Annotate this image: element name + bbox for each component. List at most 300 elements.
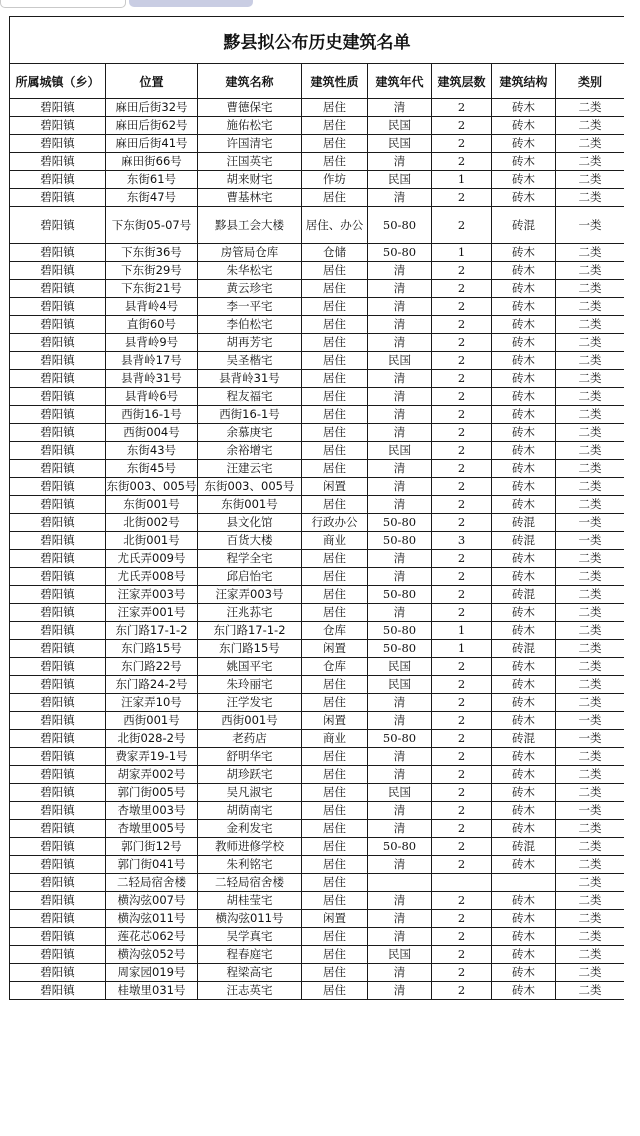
cell-floors: 2 xyxy=(432,586,492,604)
table-row xyxy=(10,802,625,820)
cell-building-use: 居住 xyxy=(302,316,368,334)
cell-floors: 2 xyxy=(432,802,492,820)
cell-structure: 砖木 xyxy=(492,550,556,568)
sheet-tab-1[interactable] xyxy=(0,0,126,8)
cell-town: 碧阳镇 xyxy=(10,694,106,712)
cell-floors: 1 xyxy=(432,171,492,189)
cell-town: 碧阳镇 xyxy=(10,820,106,838)
cell-location: 东街61号 xyxy=(106,171,198,189)
cell-building-name: 县文化馆 xyxy=(198,514,302,532)
cell-building-name: 胡珍跃宅 xyxy=(198,766,302,784)
cell-building-era: 民国 xyxy=(368,784,432,802)
cell-town: 碧阳镇 xyxy=(10,171,106,189)
cell-category: 一类 xyxy=(556,207,625,244)
cell-structure: 砖木 xyxy=(492,406,556,424)
cell-category: 二类 xyxy=(556,135,625,153)
cell-structure: 砖木 xyxy=(492,946,556,964)
table-row xyxy=(10,946,625,964)
cell-location: 东门路24-2号 xyxy=(106,676,198,694)
cell-town: 碧阳镇 xyxy=(10,550,106,568)
table-row xyxy=(10,424,625,442)
cell-structure: 砖木 xyxy=(492,676,556,694)
cell-location: 东街47号 xyxy=(106,189,198,207)
cell-building-name: 朱玲丽宅 xyxy=(198,676,302,694)
cell-location: 东街45号 xyxy=(106,460,198,478)
cell-town: 碧阳镇 xyxy=(10,568,106,586)
cell-structure: 砖木 xyxy=(492,820,556,838)
cell-floors: 2 xyxy=(432,478,492,496)
cell-location: 下东街05-07号 xyxy=(106,207,198,244)
cell-location: 麻田后街32号 xyxy=(106,99,198,117)
cell-building-name: 金利发宅 xyxy=(198,820,302,838)
cell-building-use: 仓库 xyxy=(302,622,368,640)
cell-floors: 2 xyxy=(432,388,492,406)
cell-building-name: 胡来财宅 xyxy=(198,171,302,189)
cell-structure: 砖木 xyxy=(492,280,556,298)
cell-location: 郭门街12号 xyxy=(106,838,198,856)
table-row xyxy=(10,316,625,334)
cell-building-name: 程学全宅 xyxy=(198,550,302,568)
cell-floors: 2 xyxy=(432,748,492,766)
cell-building-name: 姚国平宅 xyxy=(198,658,302,676)
cell-floors: 2 xyxy=(432,892,492,910)
cell-floors: 1 xyxy=(432,622,492,640)
cell-building-name: 东门路17-1-2 xyxy=(198,622,302,640)
cell-floors xyxy=(432,874,492,892)
cell-building-era: 清 xyxy=(368,460,432,478)
cell-structure: 砖木 xyxy=(492,262,556,280)
cell-location: 汪家弄003号 xyxy=(106,586,198,604)
cell-building-name: 吴圣楷宅 xyxy=(198,352,302,370)
cell-category: 二类 xyxy=(556,928,625,946)
cell-building-name: 余慕庚宅 xyxy=(198,424,302,442)
cell-building-name: 程春庭宅 xyxy=(198,946,302,964)
cell-structure: 砖木 xyxy=(492,712,556,730)
cell-building-era: 民国 xyxy=(368,442,432,460)
cell-location: 郭门街041号 xyxy=(106,856,198,874)
cell-town: 碧阳镇 xyxy=(10,388,106,406)
cell-building-era: 民国 xyxy=(368,352,432,370)
table-row xyxy=(10,135,625,153)
table-row xyxy=(10,478,625,496)
cell-building-name: 东门路15号 xyxy=(198,640,302,658)
cell-structure: 砖木 xyxy=(492,478,556,496)
cell-building-era: 清 xyxy=(368,316,432,334)
cell-structure: 砖混 xyxy=(492,730,556,748)
cell-category: 二类 xyxy=(556,171,625,189)
cell-town: 碧阳镇 xyxy=(10,838,106,856)
cell-location: 横沟弦007号 xyxy=(106,892,198,910)
cell-town: 碧阳镇 xyxy=(10,207,106,244)
table-row xyxy=(10,99,625,117)
cell-structure: 砖木 xyxy=(492,892,556,910)
cell-floors: 2 xyxy=(432,730,492,748)
cell-building-era: 清 xyxy=(368,424,432,442)
cell-town: 碧阳镇 xyxy=(10,874,106,892)
table-row xyxy=(10,784,625,802)
cell-structure: 砖木 xyxy=(492,694,556,712)
table-row xyxy=(10,280,625,298)
cell-building-use: 居住 xyxy=(302,388,368,406)
table-row xyxy=(10,604,625,622)
cell-structure: 砖木 xyxy=(492,189,556,207)
table-row xyxy=(10,117,625,135)
cell-town: 碧阳镇 xyxy=(10,640,106,658)
cell-town: 碧阳镇 xyxy=(10,964,106,982)
table-row xyxy=(10,892,625,910)
table-row xyxy=(10,550,625,568)
cell-building-era: 清 xyxy=(368,262,432,280)
cell-floors: 2 xyxy=(432,766,492,784)
cell-building-era: 清 xyxy=(368,892,432,910)
cell-town: 碧阳镇 xyxy=(10,460,106,478)
sheet-tab-2[interactable] xyxy=(129,0,253,7)
cell-town: 碧阳镇 xyxy=(10,982,106,1000)
cell-building-name: 吴凡淑宅 xyxy=(198,784,302,802)
cell-location: 横沟弦011号 xyxy=(106,910,198,928)
table-row xyxy=(10,496,625,514)
cell-structure: 砖木 xyxy=(492,370,556,388)
cell-town: 碧阳镇 xyxy=(10,99,106,117)
cell-building-era: 清 xyxy=(368,406,432,424)
cell-building-era: 清 xyxy=(368,604,432,622)
cell-building-name: 汪学发宅 xyxy=(198,694,302,712)
cell-floors: 2 xyxy=(432,262,492,280)
cell-building-era: 50-80 xyxy=(368,730,432,748)
cell-floors: 2 xyxy=(432,189,492,207)
cell-floors: 2 xyxy=(432,694,492,712)
cell-building-name: 程友福宅 xyxy=(198,388,302,406)
cell-building-era: 清 xyxy=(368,820,432,838)
cell-building-era: 清 xyxy=(368,568,432,586)
cell-building-era: 清 xyxy=(368,694,432,712)
table-row xyxy=(10,676,625,694)
cell-floors: 2 xyxy=(432,370,492,388)
cell-location: 北街002号 xyxy=(106,514,198,532)
cell-building-use: 居住 xyxy=(302,99,368,117)
cell-floors: 2 xyxy=(432,712,492,730)
cell-floors: 1 xyxy=(432,640,492,658)
cell-building-name: 邱启怡宅 xyxy=(198,568,302,586)
cell-structure: 砖木 xyxy=(492,135,556,153)
cell-location: 胡家弄002号 xyxy=(106,766,198,784)
table-row xyxy=(10,964,625,982)
cell-location: 尤氏弄008号 xyxy=(106,568,198,586)
cell-category: 二类 xyxy=(556,352,625,370)
cell-structure: 砖木 xyxy=(492,910,556,928)
header-floors: 建筑层数 xyxy=(432,64,492,99)
cell-category: 二类 xyxy=(556,820,625,838)
cell-building-use: 居住 xyxy=(302,802,368,820)
cell-town: 碧阳镇 xyxy=(10,135,106,153)
cell-building-name: 县背岭31号 xyxy=(198,370,302,388)
cell-category: 二类 xyxy=(556,442,625,460)
cell-building-era: 清 xyxy=(368,550,432,568)
cell-category: 二类 xyxy=(556,964,625,982)
cell-building-era: 民国 xyxy=(368,676,432,694)
cell-floors: 2 xyxy=(432,153,492,171)
header-town: 所属城镇（乡） xyxy=(10,64,106,99)
cell-building-name: 汪国英宅 xyxy=(198,153,302,171)
cell-location: 北街028-2号 xyxy=(106,730,198,748)
table-row xyxy=(10,748,625,766)
cell-category: 二类 xyxy=(556,676,625,694)
cell-building-era: 清 xyxy=(368,982,432,1000)
cell-building-use: 作坊 xyxy=(302,171,368,189)
cell-floors: 2 xyxy=(432,946,492,964)
cell-structure: 砖木 xyxy=(492,658,556,676)
building-list-table xyxy=(9,16,624,1000)
cell-category: 二类 xyxy=(556,280,625,298)
cell-building-name: 朱利铭宅 xyxy=(198,856,302,874)
cell-floors: 2 xyxy=(432,964,492,982)
cell-structure: 砖混 xyxy=(492,207,556,244)
cell-building-use: 闲置 xyxy=(302,640,368,658)
table-row xyxy=(10,514,625,532)
cell-structure: 砖混 xyxy=(492,586,556,604)
cell-town: 碧阳镇 xyxy=(10,478,106,496)
cell-building-use: 仓库 xyxy=(302,658,368,676)
cell-building-name: 东街001号 xyxy=(198,496,302,514)
cell-structure: 砖木 xyxy=(492,153,556,171)
cell-building-name: 汪建云宅 xyxy=(198,460,302,478)
cell-floors: 1 xyxy=(432,244,492,262)
table-row xyxy=(10,910,625,928)
cell-floors: 2 xyxy=(432,784,492,802)
cell-category: 二类 xyxy=(556,604,625,622)
cell-location: 二轻局宿舍楼 xyxy=(106,874,198,892)
cell-town: 碧阳镇 xyxy=(10,153,106,171)
cell-category: 二类 xyxy=(556,262,625,280)
cell-building-era: 50-80 xyxy=(368,622,432,640)
cell-town: 碧阳镇 xyxy=(10,189,106,207)
cell-building-use: 居住 xyxy=(302,766,368,784)
cell-building-use: 行政办公 xyxy=(302,514,368,532)
table-title: 黟县拟公布历史建筑名单 xyxy=(10,17,625,64)
cell-building-name: 黟县工会大楼 xyxy=(198,207,302,244)
cell-location: 东门路17-1-2 xyxy=(106,622,198,640)
cell-town: 碧阳镇 xyxy=(10,856,106,874)
cell-building-name: 黄云珍宅 xyxy=(198,280,302,298)
cell-town: 碧阳镇 xyxy=(10,424,106,442)
cell-building-era: 清 xyxy=(368,712,432,730)
cell-building-use: 居住 xyxy=(302,550,368,568)
cell-floors: 2 xyxy=(432,207,492,244)
cell-building-use: 商业 xyxy=(302,730,368,748)
cell-category: 二类 xyxy=(556,856,625,874)
table-row xyxy=(10,352,625,370)
cell-category: 二类 xyxy=(556,982,625,1000)
cell-floors: 2 xyxy=(432,514,492,532)
table-row xyxy=(10,442,625,460)
cell-category: 二类 xyxy=(556,622,625,640)
cell-floors: 2 xyxy=(432,460,492,478)
cell-building-use: 居住 xyxy=(302,334,368,352)
cell-building-name: 李一平宅 xyxy=(198,298,302,316)
cell-building-use: 居住 xyxy=(302,856,368,874)
cell-building-era: 清 xyxy=(368,748,432,766)
cell-floors: 2 xyxy=(432,424,492,442)
cell-floors: 2 xyxy=(432,550,492,568)
cell-location: 西街16-1号 xyxy=(106,406,198,424)
cell-town: 碧阳镇 xyxy=(10,604,106,622)
cell-building-era: 清 xyxy=(368,334,432,352)
cell-structure: 砖木 xyxy=(492,928,556,946)
cell-floors: 2 xyxy=(432,99,492,117)
cell-building-use: 居住 xyxy=(302,964,368,982)
cell-structure: 砖木 xyxy=(492,298,556,316)
cell-town: 碧阳镇 xyxy=(10,532,106,550)
cell-category: 二类 xyxy=(556,189,625,207)
header-category: 类别 xyxy=(556,64,625,99)
cell-category: 二类 xyxy=(556,874,625,892)
cell-building-use: 居住 xyxy=(302,874,368,892)
cell-location: 桂墩里031号 xyxy=(106,982,198,1000)
cell-structure: 砖木 xyxy=(492,460,556,478)
cell-location: 县背岭4号 xyxy=(106,298,198,316)
cell-location: 下东街36号 xyxy=(106,244,198,262)
cell-category: 二类 xyxy=(556,117,625,135)
cell-floors: 2 xyxy=(432,658,492,676)
cell-building-era: 50-80 xyxy=(368,586,432,604)
cell-building-era: 民国 xyxy=(368,135,432,153)
cell-structure: 砖木 xyxy=(492,388,556,406)
table-row xyxy=(10,298,625,316)
cell-building-use: 居住 xyxy=(302,370,368,388)
cell-building-use: 居住、办公 xyxy=(302,207,368,244)
header-building-era: 建筑年代 xyxy=(368,64,432,99)
cell-building-era: 50-80 xyxy=(368,838,432,856)
cell-building-name: 房管局仓库 xyxy=(198,244,302,262)
cell-location: 东街001号 xyxy=(106,496,198,514)
cell-location: 县背岭6号 xyxy=(106,388,198,406)
cell-structure: 砖木 xyxy=(492,316,556,334)
cell-building-use: 居住 xyxy=(302,496,368,514)
cell-town: 碧阳镇 xyxy=(10,712,106,730)
cell-building-name: 汪家弄003号 xyxy=(198,586,302,604)
cell-category: 二类 xyxy=(556,694,625,712)
header-location: 位置 xyxy=(106,64,198,99)
cell-floors: 2 xyxy=(432,442,492,460)
cell-location: 县背岭17号 xyxy=(106,352,198,370)
table-row xyxy=(10,171,625,189)
cell-building-use: 居住 xyxy=(302,820,368,838)
cell-category: 二类 xyxy=(556,838,625,856)
cell-category: 二类 xyxy=(556,99,625,117)
cell-building-use: 居住 xyxy=(302,135,368,153)
cell-building-use: 居住 xyxy=(302,604,368,622)
cell-building-era: 清 xyxy=(368,189,432,207)
cell-location: 汪家弄10号 xyxy=(106,694,198,712)
cell-town: 碧阳镇 xyxy=(10,802,106,820)
cell-floors: 3 xyxy=(432,532,492,550)
cell-floors: 2 xyxy=(432,838,492,856)
cell-building-era: 清 xyxy=(368,280,432,298)
cell-location: 费家弄19-1号 xyxy=(106,748,198,766)
cell-building-name: 舒明华宅 xyxy=(198,748,302,766)
table-row xyxy=(10,622,625,640)
cell-building-name: 胡再芳宅 xyxy=(198,334,302,352)
table-row xyxy=(10,334,625,352)
cell-building-name: 二轻局宿舍楼 xyxy=(198,874,302,892)
cell-location: 麻田后街62号 xyxy=(106,117,198,135)
cell-building-use: 居住 xyxy=(302,784,368,802)
cell-building-era: 清 xyxy=(368,153,432,171)
cell-building-use: 居住 xyxy=(302,406,368,424)
cell-location: 郭门街005号 xyxy=(106,784,198,802)
cell-location: 杏墩里005号 xyxy=(106,820,198,838)
cell-category: 二类 xyxy=(556,892,625,910)
cell-location: 西街001号 xyxy=(106,712,198,730)
cell-building-use: 居住 xyxy=(302,946,368,964)
cell-building-name: 汪兆荪宅 xyxy=(198,604,302,622)
cell-building-use: 居住 xyxy=(302,352,368,370)
table-row xyxy=(10,388,625,406)
cell-building-name: 朱华松宅 xyxy=(198,262,302,280)
header-building-use: 建筑性质 xyxy=(302,64,368,99)
cell-category: 二类 xyxy=(556,153,625,171)
cell-floors: 2 xyxy=(432,280,492,298)
cell-building-era xyxy=(368,874,432,892)
cell-location: 周家园019号 xyxy=(106,964,198,982)
table-row xyxy=(10,820,625,838)
cell-structure: 砖木 xyxy=(492,784,556,802)
cell-town: 碧阳镇 xyxy=(10,280,106,298)
cell-building-use: 闲置 xyxy=(302,712,368,730)
cell-category: 二类 xyxy=(556,766,625,784)
cell-location: 汪家弄001号 xyxy=(106,604,198,622)
cell-building-use: 居住 xyxy=(302,424,368,442)
cell-building-era: 民国 xyxy=(368,946,432,964)
cell-building-era: 清 xyxy=(368,388,432,406)
cell-building-name: 胡荫南宅 xyxy=(198,802,302,820)
cell-category: 一类 xyxy=(556,532,625,550)
cell-building-era: 50-80 xyxy=(368,514,432,532)
cell-building-era: 清 xyxy=(368,964,432,982)
cell-category: 二类 xyxy=(556,640,625,658)
cell-building-era: 清 xyxy=(368,928,432,946)
cell-structure: 砖木 xyxy=(492,802,556,820)
cell-structure: 砖混 xyxy=(492,514,556,532)
cell-town: 碧阳镇 xyxy=(10,676,106,694)
cell-building-era: 清 xyxy=(368,496,432,514)
cell-location: 北街001号 xyxy=(106,532,198,550)
cell-building-era: 清 xyxy=(368,856,432,874)
cell-structure xyxy=(492,874,556,892)
cell-floors: 2 xyxy=(432,298,492,316)
spreadsheet xyxy=(9,16,624,1136)
cell-floors: 2 xyxy=(432,135,492,153)
cell-location: 横沟弦052号 xyxy=(106,946,198,964)
cell-town: 碧阳镇 xyxy=(10,622,106,640)
cell-building-use: 居住 xyxy=(302,694,368,712)
cell-building-era: 清 xyxy=(368,99,432,117)
cell-building-era: 民国 xyxy=(368,117,432,135)
cell-category: 二类 xyxy=(556,496,625,514)
cell-structure: 砖木 xyxy=(492,964,556,982)
table-row xyxy=(10,262,625,280)
cell-category: 一类 xyxy=(556,730,625,748)
cell-town: 碧阳镇 xyxy=(10,748,106,766)
cell-category: 二类 xyxy=(556,550,625,568)
sheet-tab-bar xyxy=(0,0,640,9)
cell-category: 二类 xyxy=(556,316,625,334)
cell-location: 县背岭9号 xyxy=(106,334,198,352)
table-row xyxy=(10,856,625,874)
cell-building-use: 居住 xyxy=(302,189,368,207)
cell-structure: 砖木 xyxy=(492,334,556,352)
cell-building-era: 民国 xyxy=(368,658,432,676)
